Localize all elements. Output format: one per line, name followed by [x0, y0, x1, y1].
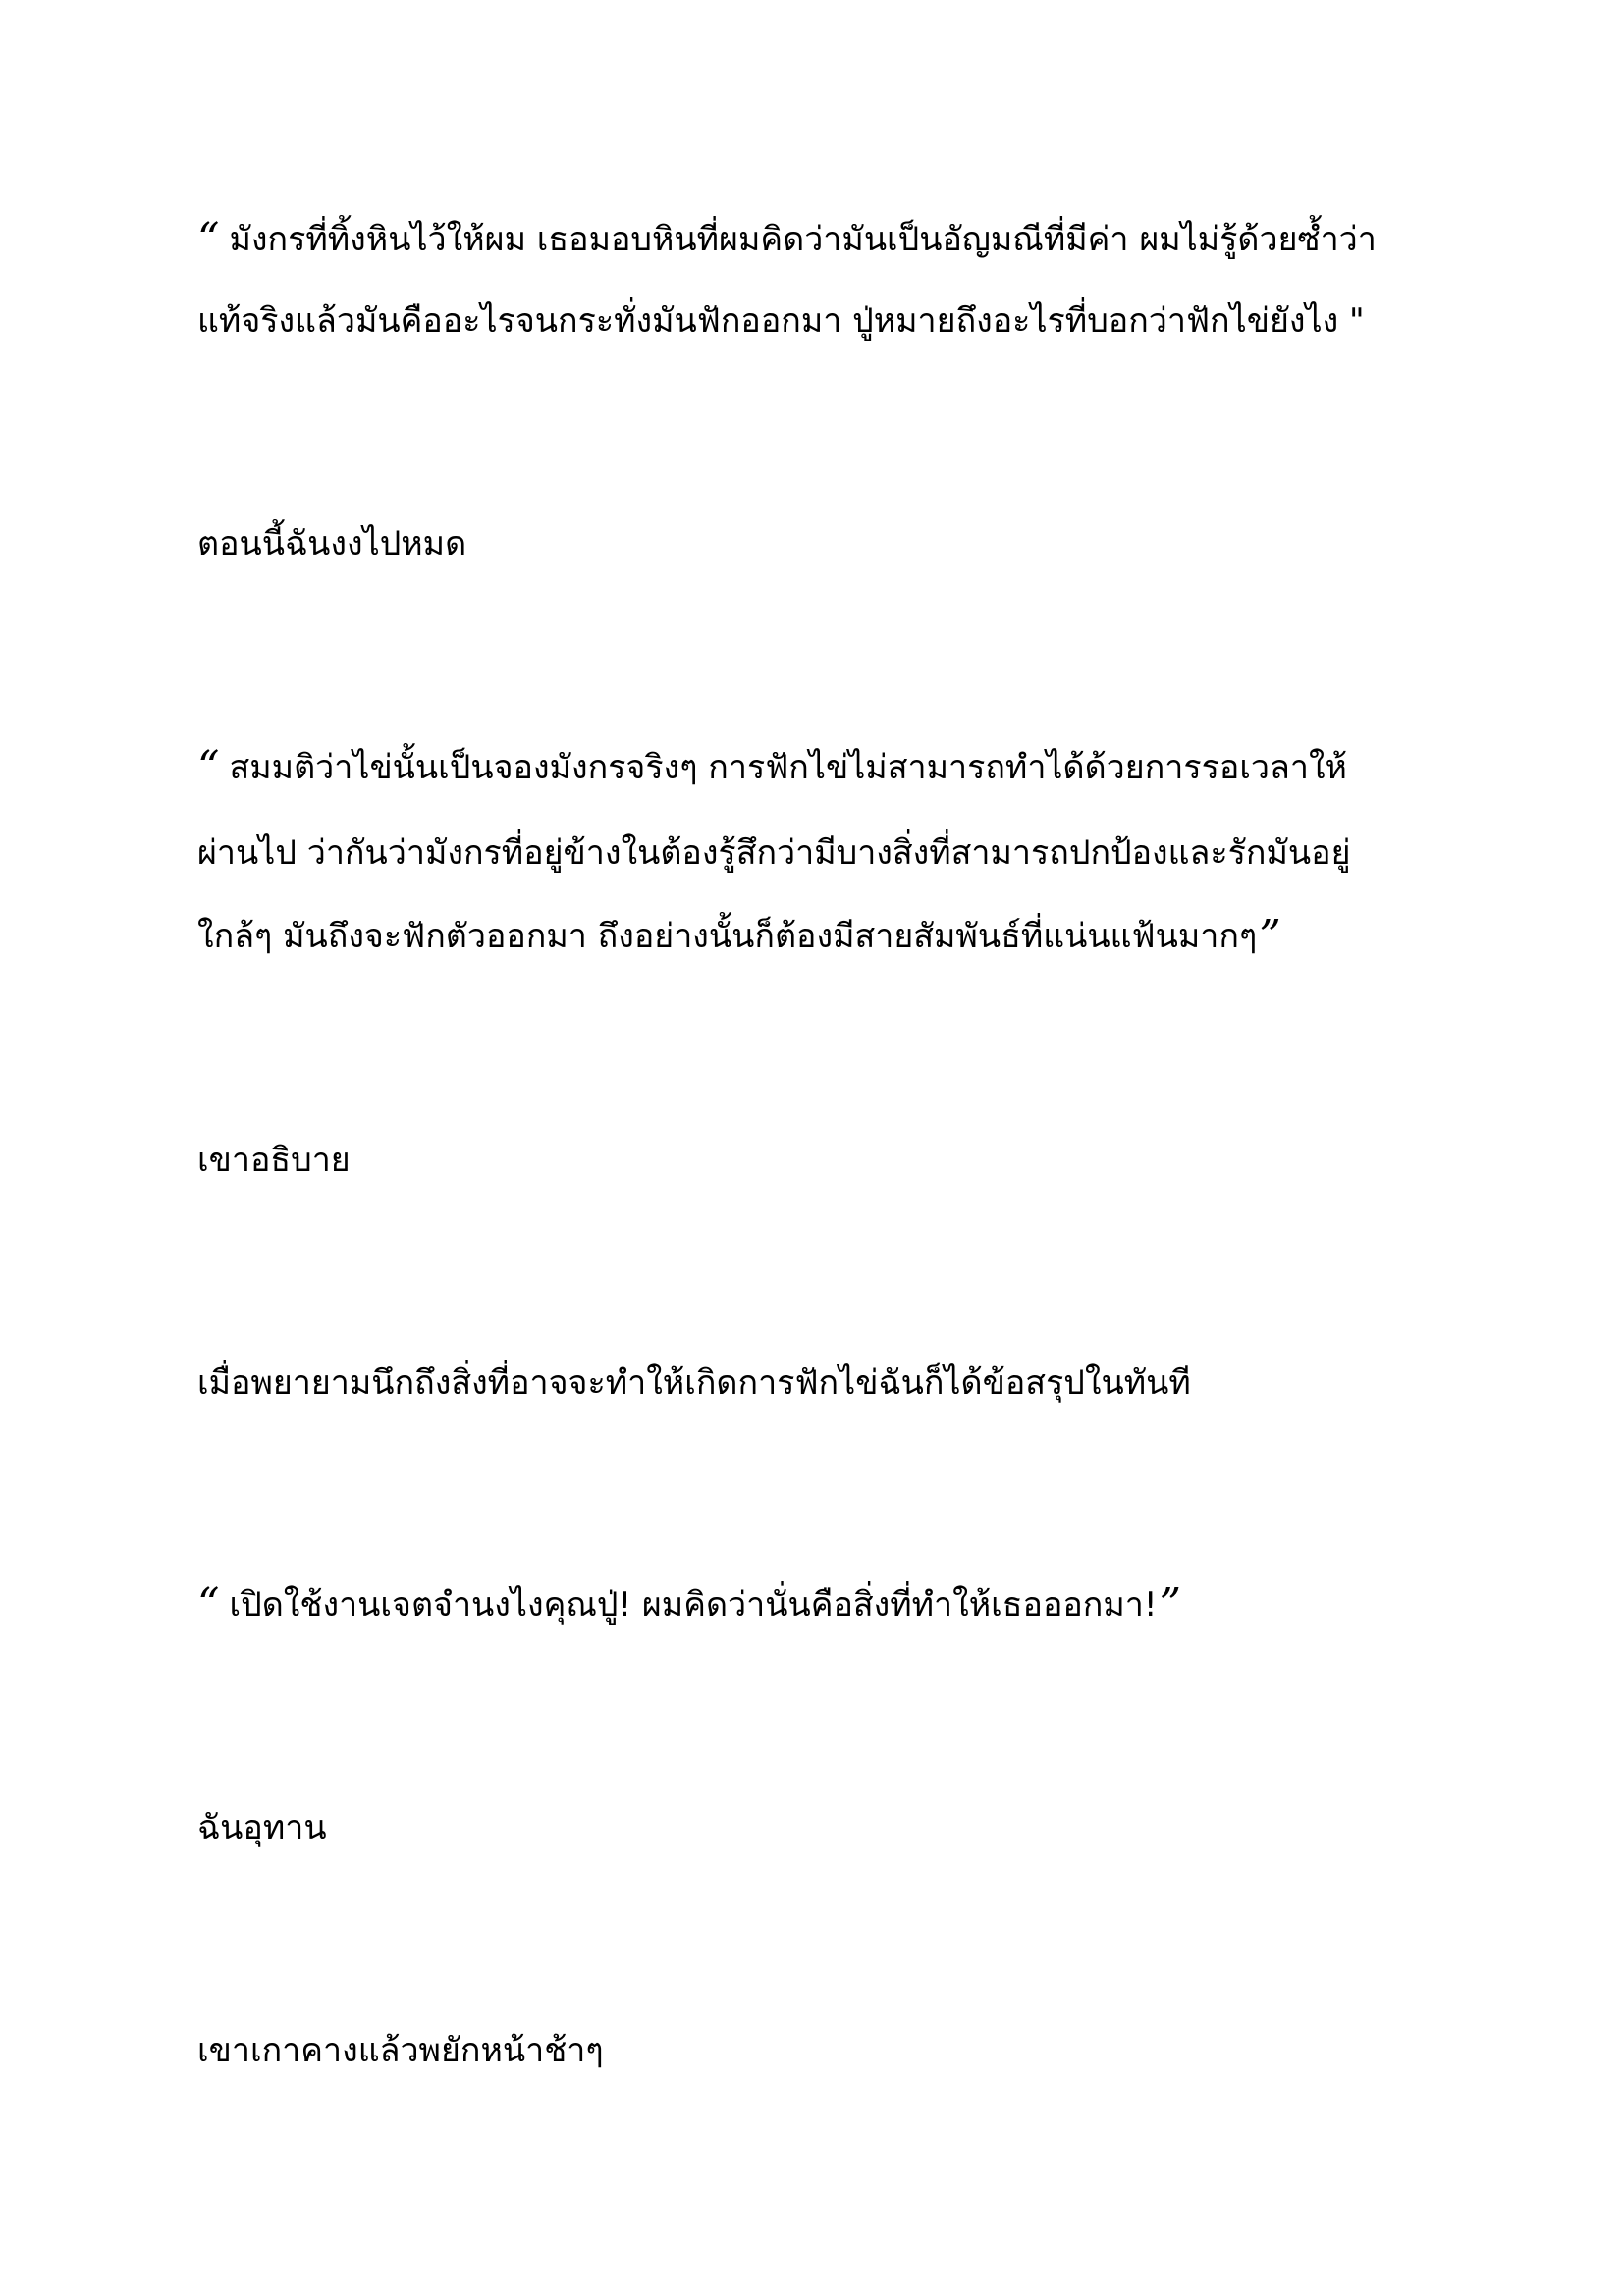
paragraph-3-text-1: สมมติว่าไข่นั้นเป็นจองมังกรจริงๆ การฟักไข่ไม่สามารถทำได้ด้วยการรอเวลาให้ [229, 748, 1347, 787]
paragraph-7-line-1 [197, 1802, 1474, 1853]
opening-quote-mark: “ [197, 1579, 220, 1629]
paragraph-1-line-1 [197, 214, 1474, 265]
paragraph-6-line-1 [197, 1579, 1474, 1630]
paragraph-1-line-2 [197, 295, 1474, 347]
paragraph-8-line-1 [197, 2025, 1474, 2076]
paragraph-1-text-2: แท้จริงแล้วมันคืออะไรจนกระทั่งมันฟักออกมา ปู่หมายถึงอะไรที่บอกว่าฟักไข่ยังไง " [197, 301, 1365, 341]
paragraph-2-line-1 [197, 518, 1474, 569]
paragraph-4-line-1 [197, 1135, 1474, 1186]
opening-quote-mark: “ [197, 742, 220, 792]
paragraph-3-line-1 [197, 742, 1474, 793]
paragraph-5-text-1: เมื่อพยายามนึกถึงสิ่งที่อาจจะทำให้เกิดการฟักไข่ฉันก็ได้ข้อสรุปในทันที [197, 1363, 1191, 1403]
paragraph-5-line-1 [197, 1358, 1474, 1409]
paragraph-6-text-1: เปิดใช้งานเจตจำนงไงคุณปู่! ผมคิดว่านั่นคือสิ่งที่ทำให้เธอออกมา! [229, 1585, 1158, 1625]
paragraph-3-text-2: ผ่านไป ว่ากันว่ามังกรที่อยู่ข้างในต้องรู้สึกว่ามีบางสิ่งที่สามารถปกป้องและรักมันอยู่ [197, 833, 1351, 873]
paragraph-4-text-1: เขาอธิบาย [197, 1141, 351, 1180]
paragraph-2-text-1: ตอนนี้ฉันงงไปหมด [197, 524, 467, 563]
paragraph-7-text-1: ฉันอุทาน [197, 1808, 327, 1847]
paragraph-8-text-1: เขาเกาคางแล้วพยักหน้าช้าๆ [197, 2031, 604, 2070]
paragraph-3-line-3 [197, 911, 1474, 962]
closing-quote-mark: ” [1259, 911, 1281, 961]
opening-quote-mark: “ [197, 214, 220, 264]
paragraph-3-line-2 [197, 828, 1474, 879]
paragraph-3-text-3: ใกล้ๆ มันถึงจะฟักตัวออกมา ถึงอย่างนั้นก็ต้องมีสายสัมพันธ์ที่แน่นแฟ้นมากๆ [197, 917, 1258, 956]
paragraph-1-text-1: มังกรที่ทิ้งหินไว้ให้ผม เธอมอบหินที่ผมคิดว่ามันเป็นอัญมณีที่มีค่า ผมไม่รู้ด้วยซ้ำว่า [229, 220, 1377, 259]
closing-quote-mark: ” [1159, 1579, 1182, 1629]
